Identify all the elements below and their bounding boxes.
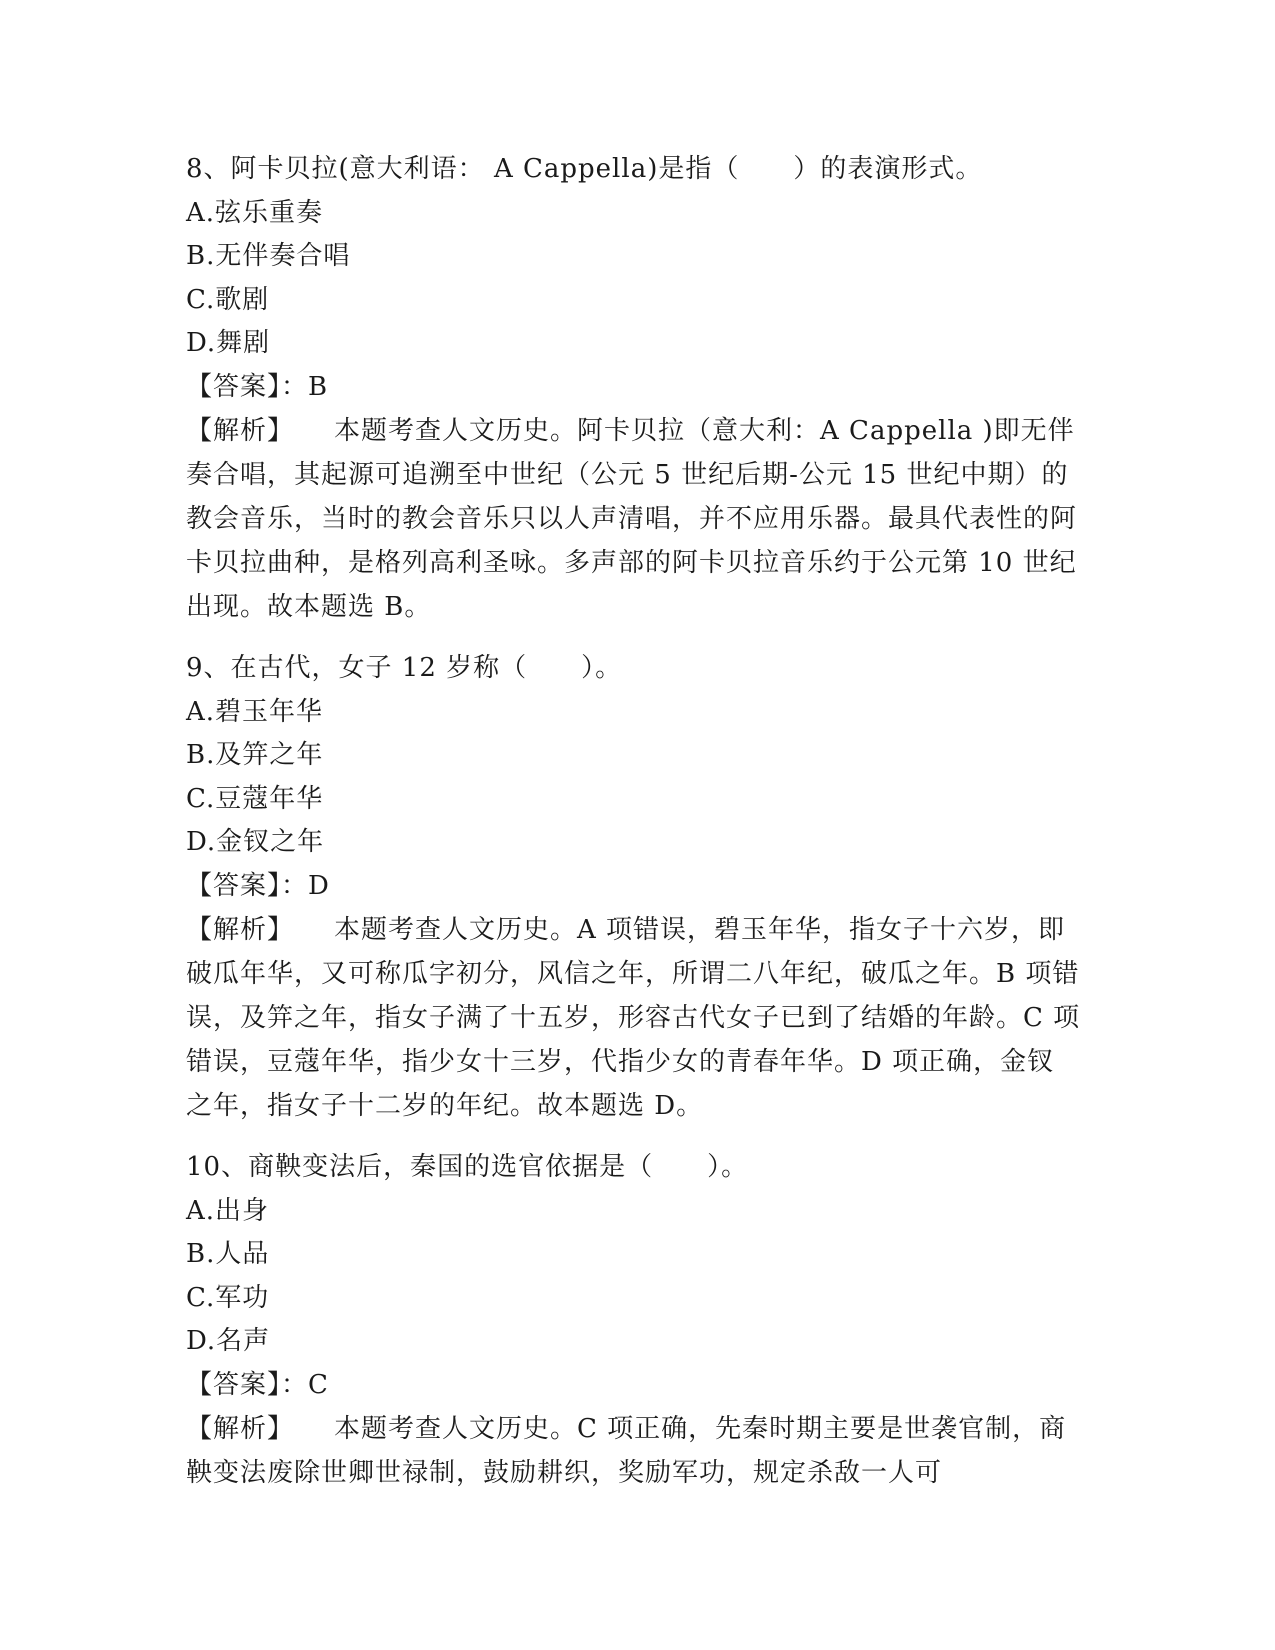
question-stem: 8、阿卡贝拉(意大利语： A Cappella)是指（ ）的表演形式。 bbox=[186, 154, 983, 184]
option-d: D.名声 bbox=[186, 1326, 271, 1356]
analysis-text: 本题考查人文历史。C 项正确，先秦时期主要是世袭官制，商鞅变法废除世卿世禄制，鼓励耕织，奖励军功，规定杀敌一人可 bbox=[186, 1414, 1067, 1488]
analysis-label: 【解析】 bbox=[186, 416, 295, 446]
analysis-text: 本题考查人文历史。阿卡贝拉（意大利：A Cappella )即无伴奏合唱，其起源可追溯至中世纪（公元 5 世纪后期-公元 15 世纪中期）的教会音乐，当时的教会音乐只以人声清唱，并不应用乐器。最具代表性的阿卡贝拉曲种，是格列高利圣咏。多声部的阿卡贝拉音乐约于公元第 10 世纪出现。故本题选 B。 bbox=[186, 416, 1078, 622]
question-stem: 10、商鞅变法后，秦国的选官依据是（ ）。 bbox=[186, 1152, 749, 1182]
option-b: B.无伴奏合唱 bbox=[186, 241, 351, 271]
question-9 bbox=[186, 647, 1081, 1128]
analysis-paragraph bbox=[186, 1407, 1081, 1495]
option-d: D.金钗之年 bbox=[186, 827, 325, 857]
analysis-paragraph bbox=[186, 908, 1081, 1128]
analysis-text: 本题考查人文历史。A 项错误，碧玉年华，指女子十六岁，即破瓜年华，又可称瓜字初分，风信之年，所谓二八年纪，破瓜之年。B 项错误，及笄之年，指女子满了十五岁，形容古代女子已到了结婚的年龄。C 项错误，豆蔻年华，指少女十三岁，代指少女的青春年华。D 项正确，金钗之年，指女子十二岁的年纪。故本题选 D。 bbox=[186, 915, 1081, 1121]
option-a: A.出身 bbox=[186, 1195, 270, 1226]
option-b: B.人品 bbox=[186, 1239, 270, 1269]
answer-line: 【答案】：B bbox=[186, 371, 329, 402]
analysis-label: 【解析】 bbox=[186, 1414, 295, 1444]
option-c: C.军功 bbox=[186, 1282, 270, 1313]
option-a: A.弦乐重奏 bbox=[186, 197, 324, 228]
option-a: A.碧玉年华 bbox=[186, 696, 324, 727]
question-stem: 9、在古代，女子 12 岁称（ ）。 bbox=[186, 653, 623, 683]
answer-line: 【答案】：D bbox=[186, 870, 330, 901]
answer-line: 【答案】：C bbox=[186, 1369, 329, 1400]
analysis-paragraph bbox=[186, 409, 1081, 629]
option-c: C.豆蔻年华 bbox=[186, 783, 324, 814]
option-b: B.及笄之年 bbox=[186, 740, 324, 770]
question-8 bbox=[186, 148, 1081, 629]
analysis-label: 【解析】 bbox=[186, 915, 295, 945]
option-c: C.歌剧 bbox=[186, 284, 270, 315]
option-d: D.舞剧 bbox=[186, 328, 271, 358]
question-10 bbox=[186, 1146, 1081, 1495]
